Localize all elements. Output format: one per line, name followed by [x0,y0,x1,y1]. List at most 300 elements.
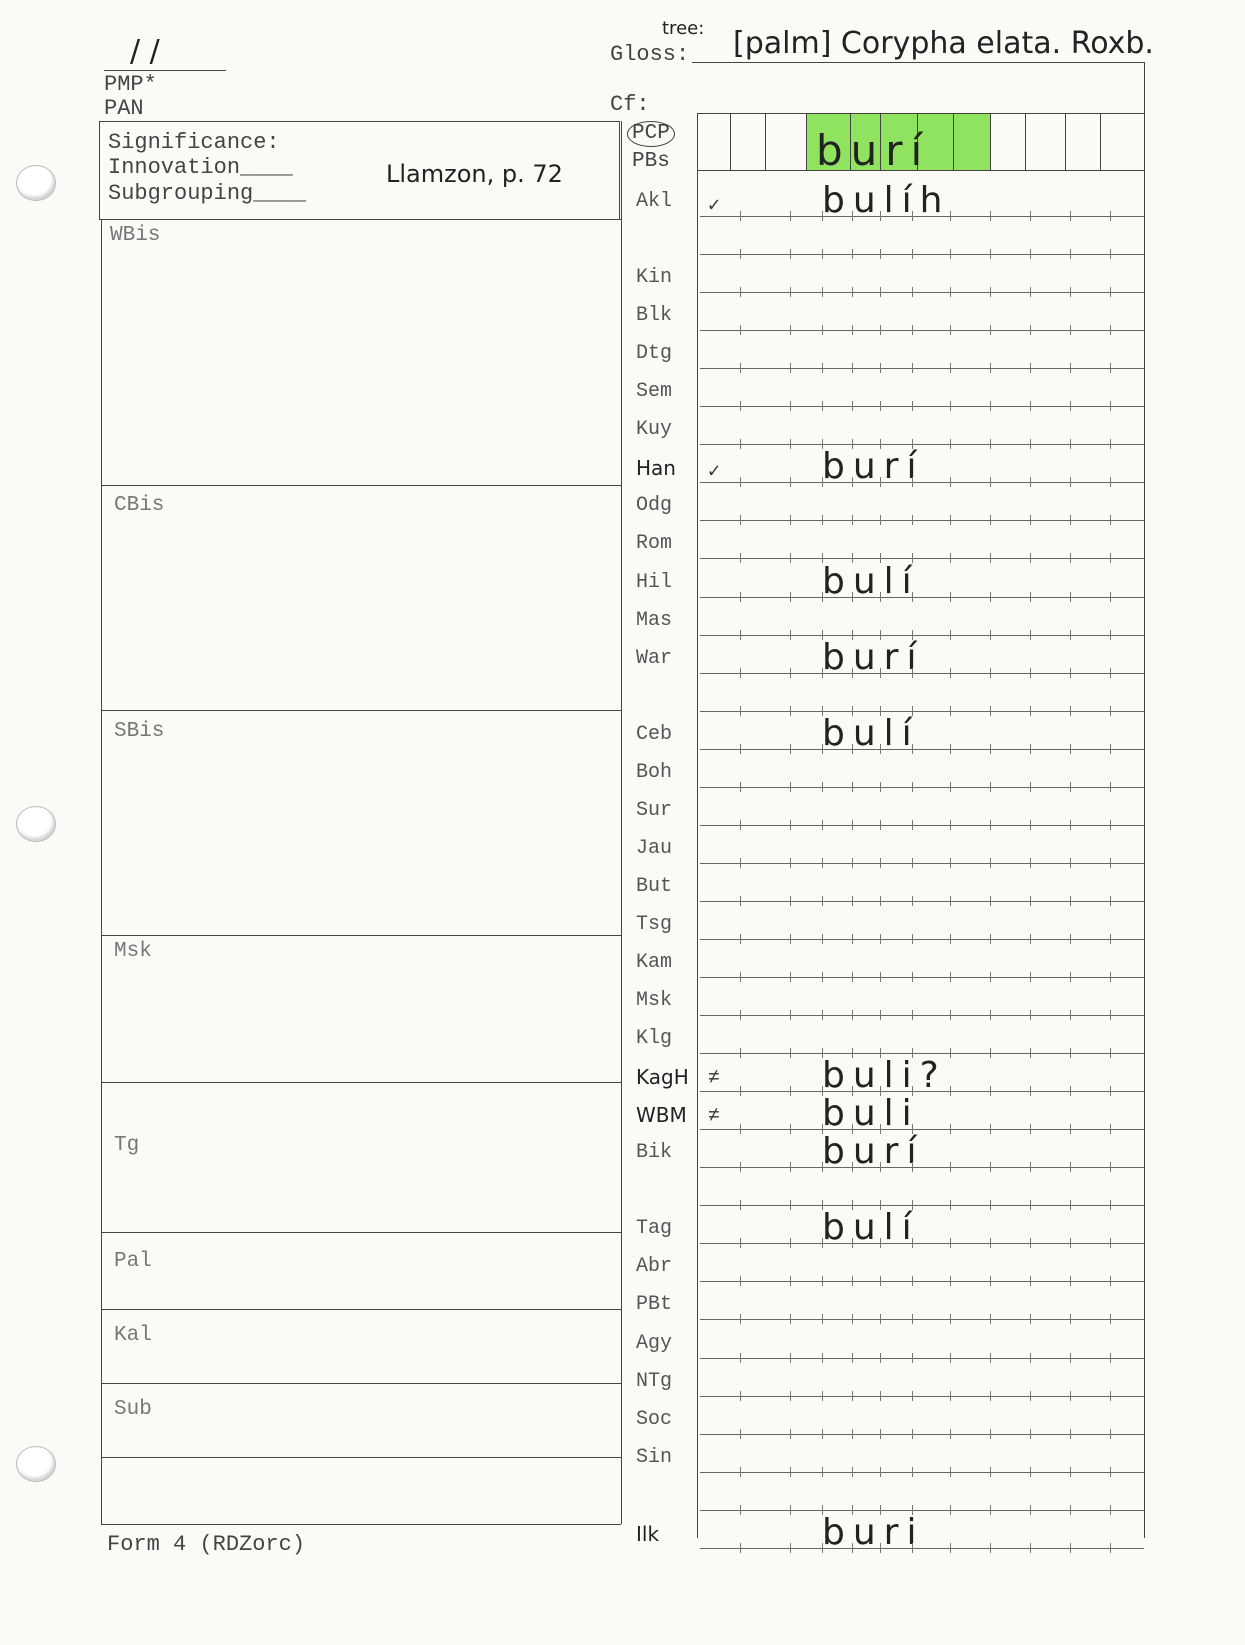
row-tick [740,820,741,830]
row-line [700,1053,1144,1054]
row-tick [740,363,741,373]
row-tick [990,401,991,411]
row-tick [740,592,741,602]
gloss-value: [palm] Corypha elata. Roxb. [733,26,1154,61]
row-tick [790,630,791,640]
row-tick [790,706,791,716]
row-tick [912,1429,913,1439]
row-tick [990,1467,991,1477]
language-code: Msk [636,989,673,1013]
row-tick [1110,363,1111,373]
row-tick [950,592,951,602]
row-tick [852,782,853,792]
row-tick [912,1010,913,1020]
row-tick [790,896,791,906]
row-tick [950,744,951,754]
row-tick [950,972,951,982]
row-tick [990,439,991,449]
row-tick [822,477,823,487]
language-code: Agy [636,1331,673,1355]
row-tick [1030,439,1031,449]
row-tick [912,477,913,487]
row-tick [852,1353,853,1363]
language-code: Akl [636,190,673,213]
row-tick [790,972,791,982]
row-tick [790,1276,791,1286]
row-tick [1030,744,1031,754]
row-tick [740,668,741,678]
row-tick [790,1124,791,1134]
row-tick [1110,1353,1111,1363]
row-tick [912,1314,913,1324]
row-tick [1110,439,1111,449]
row-tick [880,325,881,335]
check-mark: ≠ [708,1067,721,1091]
reflex-form: bulí [822,712,920,754]
reflex-form: buli [822,1093,920,1135]
language-code: Han [636,456,676,481]
language-code: Bik [636,1141,673,1165]
row-tick [1030,782,1031,792]
row-tick [1030,1162,1031,1172]
language-code: Kin [636,266,673,290]
row-tick [880,668,881,678]
row-tick [740,1238,741,1248]
row-tick [950,325,951,335]
row-line [700,292,1144,293]
row-line [700,673,1144,674]
row-tick [790,782,791,792]
row-tick [1110,249,1111,259]
row-tick [790,1010,791,1020]
row-tick [1030,1467,1031,1477]
pan-label: PAN [104,96,144,121]
row-tick [1110,782,1111,792]
row-tick [790,249,791,259]
row-line [700,216,1144,217]
row-tick [1070,706,1071,716]
row-tick [740,211,741,221]
subgrouping-label: Subgrouping____ [108,181,307,206]
row-tick [790,1200,791,1210]
row-tick [990,934,991,944]
row-tick [912,934,913,944]
row-tick [1070,896,1071,906]
row-tick [852,401,853,411]
row-tick [950,934,951,944]
row-line [700,444,1144,445]
row-tick [740,1467,741,1477]
row-tick [990,363,991,373]
row-tick [1070,972,1071,982]
row-tick [740,439,741,449]
row-tick [740,325,741,335]
row-tick [740,706,741,716]
row-line [700,1319,1144,1320]
row-tick [950,1276,951,1286]
row-tick [1110,896,1111,906]
row-tick [1070,363,1071,373]
row-tick [1030,1124,1031,1134]
row-line [700,863,1144,864]
row-tick [912,1467,913,1477]
row-tick [790,1543,791,1553]
row-tick [1070,325,1071,335]
row-tick [950,515,951,525]
row-tick [822,592,823,602]
row-tick [912,211,913,221]
row-tick [912,249,913,259]
row-tick [1070,1238,1071,1248]
row-tick [912,1353,913,1363]
binder-hole-top [16,165,56,201]
row-tick [990,1276,991,1286]
language-code: Tsg [636,912,673,936]
row-tick [852,1162,853,1172]
language-code: Jau [636,836,673,860]
row-tick [1070,211,1071,221]
row-tick [822,325,823,335]
row-tick [990,706,991,716]
row-tick [790,363,791,373]
row-tick [880,1353,881,1363]
row-tick [1030,858,1031,868]
row-tick [740,1086,741,1096]
row-tick [990,515,991,525]
language-code: Kuy [636,418,673,442]
row-tick [950,553,951,563]
row-tick [912,401,913,411]
row-tick [1110,1543,1111,1553]
row-tick [990,1048,991,1058]
row-tick [740,1391,741,1401]
row-tick [880,820,881,830]
binder-hole-middle [16,806,56,842]
row-tick [1110,1314,1111,1324]
row-tick [790,1353,791,1363]
reflex-form: bulí [822,1207,920,1249]
row-tick [790,1429,791,1439]
row-tick [852,1429,853,1439]
row-tick [1030,325,1031,335]
row-tick [950,1543,951,1553]
row-line [700,1396,1144,1397]
row-tick [1070,477,1071,487]
row-tick [990,1391,991,1401]
row-tick [740,1048,741,1058]
row-line [700,939,1144,940]
row-tick [1070,592,1071,602]
row-line [700,368,1144,369]
row-tick [852,1543,853,1553]
form-footer: Form 4 (RDZorc) [107,1532,306,1557]
protoform-cell-divider [1144,113,1145,170]
row-line [700,749,1144,750]
significance-title: Significance: [108,130,280,155]
check-mark: ≠ [708,1105,721,1129]
protoform-cell-divider [990,113,991,170]
row-tick [880,1162,881,1172]
language-code: War [636,646,673,670]
language-code: NTg [636,1369,673,1393]
row-tick [1110,592,1111,602]
row-tick [1070,1543,1071,1553]
language-code: Boh [636,760,673,784]
row-tick [1070,934,1071,944]
row-tick [990,1353,991,1363]
row-tick [1070,744,1071,754]
language-code: Sur [636,798,673,822]
row-tick [822,782,823,792]
row-tick [822,820,823,830]
row-tick [990,211,991,221]
language-code: Tag [636,1217,673,1241]
language-code: Blk [636,304,673,328]
reflex-form: burí [822,636,925,678]
row-tick [880,363,881,373]
row-tick [1110,1162,1111,1172]
language-code: But [636,874,673,898]
row-tick [912,820,913,830]
row-tick [740,1353,741,1363]
row-tick [822,249,823,259]
row-tick [822,934,823,944]
section-cbis: CBis [114,494,165,517]
row-tick [990,1010,991,1020]
row-tick [790,553,791,563]
row-tick [950,1467,951,1477]
row-tick [1110,1391,1111,1401]
check-mark: ✓ [708,195,721,218]
protoform-cell-divider [730,113,731,170]
row-tick [1030,515,1031,525]
row-tick [880,1391,881,1401]
row-tick [950,249,951,259]
row-tick [852,1010,853,1020]
row-tick [880,1010,881,1020]
protoform-word: burí [816,126,931,175]
row-tick [740,515,741,525]
row-tick [912,1391,913,1401]
section-kal: Kal [114,1324,152,1347]
section-sbis: SBis [114,720,165,743]
row-tick [852,744,853,754]
row-tick [880,401,881,411]
row-tick [990,744,991,754]
row-line [700,1358,1144,1359]
row-tick [1070,1200,1071,1210]
row-tick [1070,782,1071,792]
row-tick [1070,1124,1071,1134]
row-tick [1070,515,1071,525]
row-tick [880,972,881,982]
protoform-cell-divider [765,113,766,170]
check-mark: ✓ [708,461,721,485]
row-tick [1070,1086,1071,1096]
row-tick [790,439,791,449]
row-tick [740,1505,741,1515]
row-tick [822,1238,823,1248]
row-tick [950,1314,951,1324]
row-tick [990,782,991,792]
row-tick [912,363,913,373]
row-tick [852,592,853,602]
section-wbis: WBis [110,224,161,247]
row-tick [740,1314,741,1324]
row-tick [950,1086,951,1096]
row-tick [740,858,741,868]
language-code: Hil [636,570,673,594]
row-tick [990,1086,991,1096]
row-tick [740,1124,741,1134]
row-tick [790,287,791,297]
section-msk: Msk [114,940,152,963]
row-tick [822,744,823,754]
row-tick [1110,1124,1111,1134]
row-tick [1110,1010,1111,1020]
row-tick [880,592,881,602]
row-tick [790,1086,791,1096]
row-tick [950,1124,951,1134]
innovation-label: Innovation____ [108,155,293,180]
binder-hole-bottom [16,1446,56,1482]
row-tick [990,1162,991,1172]
reflex-form: burí [822,1131,925,1173]
row-tick [740,1543,741,1553]
row-tick [950,477,951,487]
reflex-form: buli? [822,1055,947,1097]
row-tick [880,1543,881,1553]
row-tick [822,211,823,221]
row-tick [1030,1048,1031,1058]
row-tick [1070,439,1071,449]
row-tick [1110,287,1111,297]
row-tick [990,820,991,830]
row-line [700,901,1144,902]
row-tick [1070,820,1071,830]
row-tick [1070,287,1071,297]
language-code: Klg [636,1027,673,1051]
row-tick [1030,1391,1031,1401]
row-tick [852,1467,853,1477]
row-tick [1070,401,1071,411]
section-pal: Pal [114,1250,152,1273]
language-code: WBM [636,1103,687,1128]
row-tick [1030,211,1031,221]
row-tick [790,744,791,754]
row-tick [740,972,741,982]
row-tick [852,1314,853,1324]
row-tick [1110,1429,1111,1439]
row-tick [822,1429,823,1439]
row-tick [740,782,741,792]
language-code: Sem [636,380,673,404]
row-tick [1070,1162,1071,1172]
row-tick [880,934,881,944]
row-tick [912,515,913,525]
row-line [700,977,1144,978]
row-tick [1030,896,1031,906]
row-tick [822,1353,823,1363]
row-tick [1110,1276,1111,1286]
row-tick [852,363,853,373]
row-line [700,1510,1144,1511]
row-tick [822,668,823,678]
row-tick [950,1391,951,1401]
row-tick [1110,477,1111,487]
row-line [700,1167,1144,1168]
reflex-form: buri [822,1511,925,1553]
row-tick [880,744,881,754]
row-tick [990,477,991,487]
pmp-label: PMP* [104,72,157,97]
row-tick [1070,1276,1071,1286]
row-tick [950,211,951,221]
row-tick [880,515,881,525]
row-tick [1110,553,1111,563]
row-tick [880,477,881,487]
row-tick [1030,1505,1031,1515]
row-tick [822,972,823,982]
row-tick [1110,706,1111,716]
row-tick [880,782,881,792]
row-tick [950,1162,951,1172]
protoform-cell-divider [1025,113,1026,170]
row-tick [1070,1048,1071,1058]
row-tick [740,553,741,563]
row-line [700,1434,1144,1435]
row-tick [790,668,791,678]
row-tick [822,363,823,373]
row-tick [880,896,881,906]
row-tick [880,1429,881,1439]
row-tick [990,1429,991,1439]
row-tick [1110,325,1111,335]
row-tick [822,858,823,868]
row-tick [1030,1276,1031,1286]
row-tick [740,1429,741,1439]
row-tick [740,287,741,297]
row-tick [1110,820,1111,830]
row-tick [1110,401,1111,411]
row-tick [790,211,791,221]
pcp-label: PCP [627,121,675,147]
row-tick [822,1467,823,1477]
row-tick [950,706,951,716]
row-tick [822,1314,823,1324]
protoform-cell-divider [1100,113,1101,170]
row-line [700,787,1144,788]
row-tick [1030,1314,1031,1324]
row-tick [950,858,951,868]
row-tick [990,1314,991,1324]
row-tick [1030,820,1031,830]
row-line [700,558,1144,559]
row-tick [912,325,913,335]
row-tick [1110,934,1111,944]
row-tick [950,363,951,373]
row-tick [912,592,913,602]
row-tick [1110,1467,1111,1477]
row-tick [1070,1314,1071,1324]
row-tick [822,1391,823,1401]
row-tick [740,744,741,754]
row-tick [1110,858,1111,868]
row-tick [912,1238,913,1248]
language-code: KagH [636,1065,689,1090]
language-code: Abr [636,1255,673,1279]
row-tick [1030,1010,1031,1020]
